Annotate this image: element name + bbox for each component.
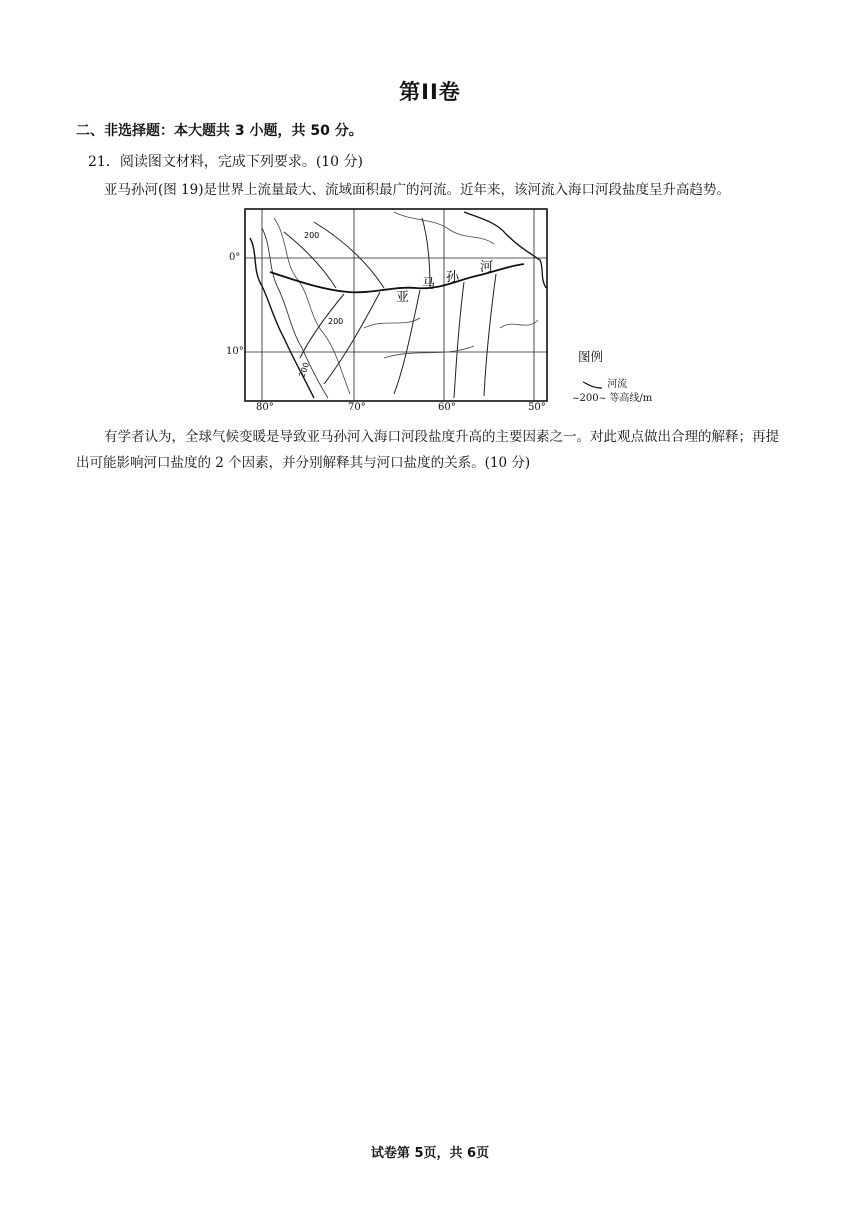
legend-contour: ~200~ 等高线/m (572, 393, 653, 404)
river-label-char-4: 河 (480, 260, 494, 275)
question-number-line: 21．阅读图文材料，完成下列要求。(10 分) (88, 154, 364, 170)
map-svg (244, 208, 548, 402)
legend-contour-label: 等高线/m (609, 393, 653, 404)
lat-label-10: 10° (226, 346, 244, 357)
river-label-char-3: 孙 (446, 270, 460, 285)
amazon-basin-map (244, 208, 548, 402)
section-heading: 二、非选择题：本大题共 3 小题，共 50 分。 (76, 123, 363, 139)
legend-river-label: 河流 (607, 379, 628, 390)
legend-title: 图例 (578, 349, 604, 364)
river-symbol-icon (582, 380, 604, 390)
legend-contour-value: 200 (579, 393, 599, 404)
contour-label-3: 200 (297, 361, 312, 379)
contour-label-2: 200 (328, 317, 344, 326)
river-label-char-1: 亚 (396, 290, 410, 305)
river-label-char-2: 马 (422, 277, 436, 292)
lon-label-80: 80° (256, 402, 274, 413)
question-prompt: 有学者认为，全球气候变暖是导致亚马孙河入海口河段盐度升高的主要因素之一。对此观点做出合理的解释；再提出可能影响河口盐度的 2 个因素，并分别解释其与河口盐度的关系。(10 分) (76, 429, 779, 471)
question-intro: 亚马孙河(图 19)是世界上流量最大、流域面积最广的河流。近年来，该河流入海口河段盐度呈升高趋势。 (104, 182, 731, 198)
lon-label-50: 50° (528, 402, 546, 413)
contour-label-1: 200 (304, 231, 320, 240)
legend-river (582, 375, 627, 390)
page-footer: 试卷第 5页，共 6页 (370, 1146, 490, 1161)
lon-label-70: 70° (348, 402, 366, 413)
page-title: 第II卷 (399, 80, 461, 104)
lon-label-60: 60° (438, 402, 456, 413)
lat-label-0: 0° (229, 252, 241, 263)
